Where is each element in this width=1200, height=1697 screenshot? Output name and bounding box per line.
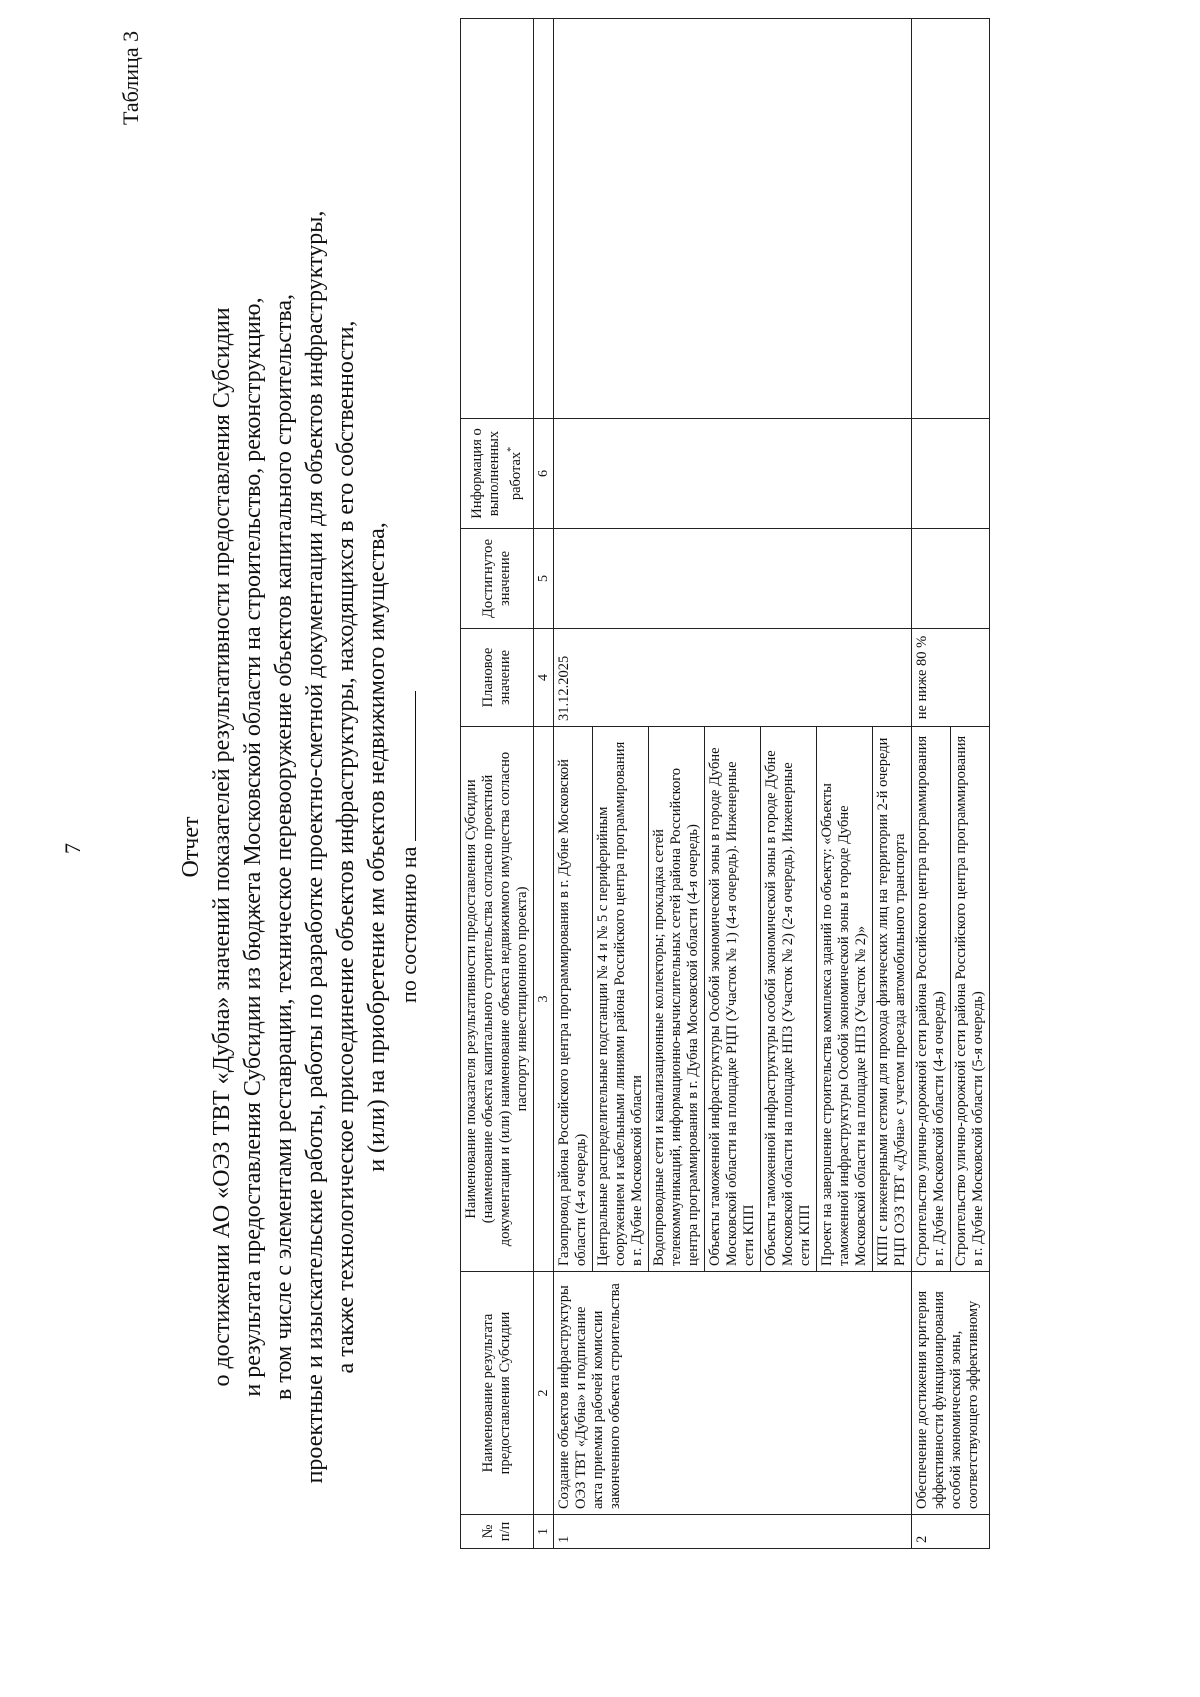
footnote-mark: *: [506, 446, 518, 452]
planned-value: 31.12.2025: [554, 629, 912, 727]
header-row: [461, 19, 534, 1549]
column-number: 3: [534, 727, 554, 1272]
as-of-date-blank: [395, 691, 416, 841]
indicator-name: Строительство улично-дорожной сети района Российского центра программирования в г. Дубне Московской области (5-я очередь): [951, 727, 990, 1272]
header-info-label: Информация о выполненных работах: [469, 428, 524, 519]
column-number: 1: [534, 1515, 554, 1549]
blank-cell: [912, 19, 990, 419]
column-number: 2: [534, 1272, 554, 1515]
planned-value: не ниже 80 %: [912, 629, 990, 727]
table-label: Таблица 3: [118, 30, 143, 125]
column-number: 4: [534, 629, 554, 727]
column-number-row: [534, 19, 554, 1549]
report-table: [460, 18, 990, 1549]
indicator-name: Объекты таможенной инфраструктуры Особой экономической зоны в городе Дубне Московской области на площадке РЦП (Участок № 1) (4-я очередь). Инженерные сети КПП: [705, 727, 761, 1272]
result-name: Обеспечение достижения критерия эффективности функционирования особой экономической зоны, соответствующего эффективному: [912, 1272, 990, 1515]
header-result: Наименование результата предоставления Субсидии: [461, 1272, 534, 1515]
heading-line: и результата предоставления Субсидии из бюджета Московской области на строительство, реконструкцию,: [240, 297, 266, 1397]
row-number: 1: [554, 1515, 912, 1549]
header-achieved: Достигнутое значение: [461, 529, 534, 629]
header-indicator: Наименование показателя результативности предоставления Субсидии (наименование объекта капитального строительства согласно проектной документации и (или) наименование объекта недвижимого имущества согласно паспорту инвестиционного проекта): [461, 727, 534, 1272]
column-number: 5: [534, 529, 554, 629]
header-num: № п/п: [461, 1515, 534, 1549]
as-of-label: по состоянию на: [396, 846, 421, 1003]
achieved-value: [554, 529, 912, 629]
row-number: 2: [912, 1515, 990, 1549]
heading-line: проектные и изыскательские работы, работы по разработке проектно-сметной документации для объектов инфраструктуры,: [302, 210, 328, 1484]
report-title: Отчет: [178, 816, 204, 878]
table-row: [554, 19, 593, 1549]
header-planned: Плановое значение: [461, 629, 534, 727]
work-info: [554, 419, 912, 529]
heading-line: о достижении АО «ОЭЗ ТВТ «Дубна» значений показателей результативности предоставления Субсидии: [209, 307, 235, 1387]
header-info: [461, 419, 534, 529]
indicator-name: Центральные распределительные подстанции № 4 и № 5 с периферийным сооружением и кабельными линиями района Российского центра программирования в г. Дубне Московской области: [593, 727, 649, 1272]
result-name: Создание объектов инфраструктуры ОЭЗ ТВТ «Дубна» и подписание акта приемки рабочей комиссии законченного объекта строительства: [554, 1272, 912, 1515]
work-info: [912, 419, 990, 529]
header-blank: [461, 19, 534, 419]
heading-line: и (или) на приобретение им объектов недвижимого имущества,: [364, 522, 390, 1172]
indicator-name: Проект на завершение строительства комплекса зданий по объекту: «Объекты таможенной инфраструктуры Особой экономической зоны в городе Дубне Московской области на площадке НПЗ (Участок № 2)»: [817, 727, 873, 1272]
as-of-line: [393, 147, 424, 1547]
indicator-name: Водопроводные сети и канализационные коллекторы; прокладка сетей телекоммуникаций, информационно-вычислительных сетей района Российского центра программирования в г. Дубна Московской области (4-я очередь): [649, 727, 705, 1272]
page-number: 7: [60, 843, 85, 854]
indicator-name: Газопровод района Российского центра программирования в г. Дубне Московской области (4-я очередь): [554, 727, 593, 1272]
table-row: [912, 19, 951, 1549]
achieved-value: [912, 529, 990, 629]
blank-cell: [554, 19, 912, 419]
heading-line: в том числе с элементами реставрации, техническое перевооружение объектов капитального строительства,: [271, 293, 297, 1401]
indicator-name: КПП с инженерными сетями для прохода физических лиц на территории 2-й очереди РЦП ОЭЗ ТВТ «Дубна» с учетом проезда автомобильного транспорта: [873, 727, 912, 1272]
column-number-blank: [534, 19, 554, 419]
indicator-name: Строительство улично-дорожной сети района Российского центра программирования в г. Дубне Московской области (4-я очередь): [912, 727, 951, 1272]
column-number: 6: [534, 419, 554, 529]
indicator-name: Объекты таможенной инфраструктуры особой экономической зоны в городе Дубне Московской области на площадке НПЗ (Участок № 2) (2-я очередь). Инженерные сети КПП: [761, 727, 817, 1272]
report-heading: [175, 147, 424, 1547]
heading-line: а также технологическое присоединение объектов инфраструктуры, находящихся в его собственности,: [333, 320, 359, 1374]
